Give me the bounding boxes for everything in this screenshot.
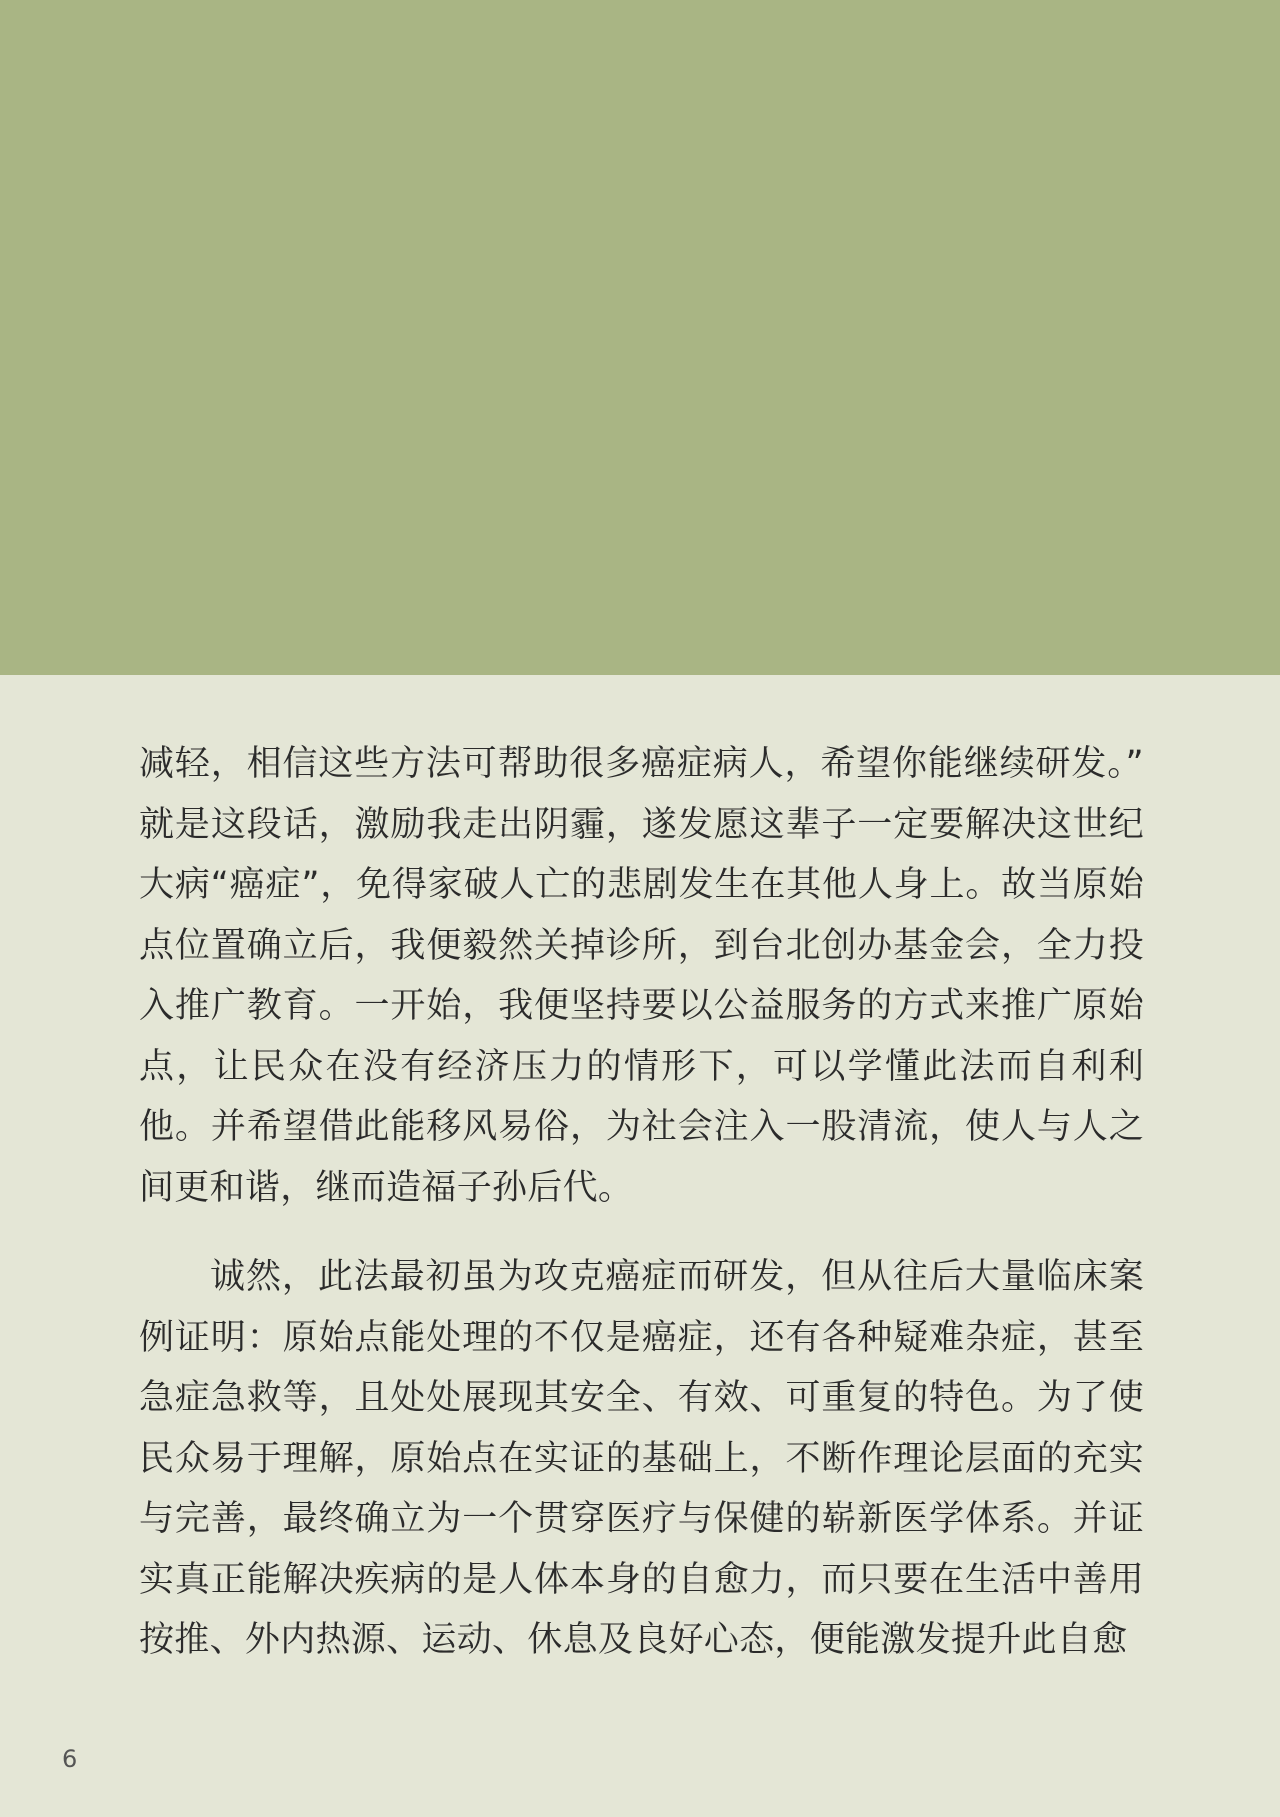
top-color-band — [0, 0, 1280, 675]
body-text — [139, 734, 1144, 1671]
paragraph-2: 诚然，此法最初虽为攻克癌症而研发，但从往后大量临床案例证明：原始点能处理的不仅是癌症，还有各种疑难杂症，甚至急症急救等，且处处展现其安全、有效、可重复的特色。为了使民众易于理解，原始点在实证的基础上，不断作理论层面的充实与完善，最终确立为一个贯穿医疗与保健的崭新医学体系。并证实真正能解决疾病的是人体本身的自愈力，而只要在生活中善用按推、外内热源、运动、休息及良好心态，便能激发提升此自愈 — [139, 1257, 1144, 1660]
paragraph-1: 减轻，相信这些方法可帮助很多癌症病人，希望你能继续研发。” 就是这段话，激励我走出阴霾，遂发愿这辈子一定要解决这世纪大病“癌症”，免得家破人亡的悲剧发生在其他人身上。故当原始点位置确立后，我便毅然关掉诊所，到台北创办基金会，全力投入推广教育。一开始，我便坚持要以公益服务的方式来推广原始点，让民众在没有经济压力的情形下，可以学懂此法而自利利他。并希望借此能移风易俗，为社会注入一股清流，使人与人之间更和谐，继而造福子孙后代。 — [139, 744, 1144, 1208]
page-number: 6 — [62, 1745, 78, 1773]
